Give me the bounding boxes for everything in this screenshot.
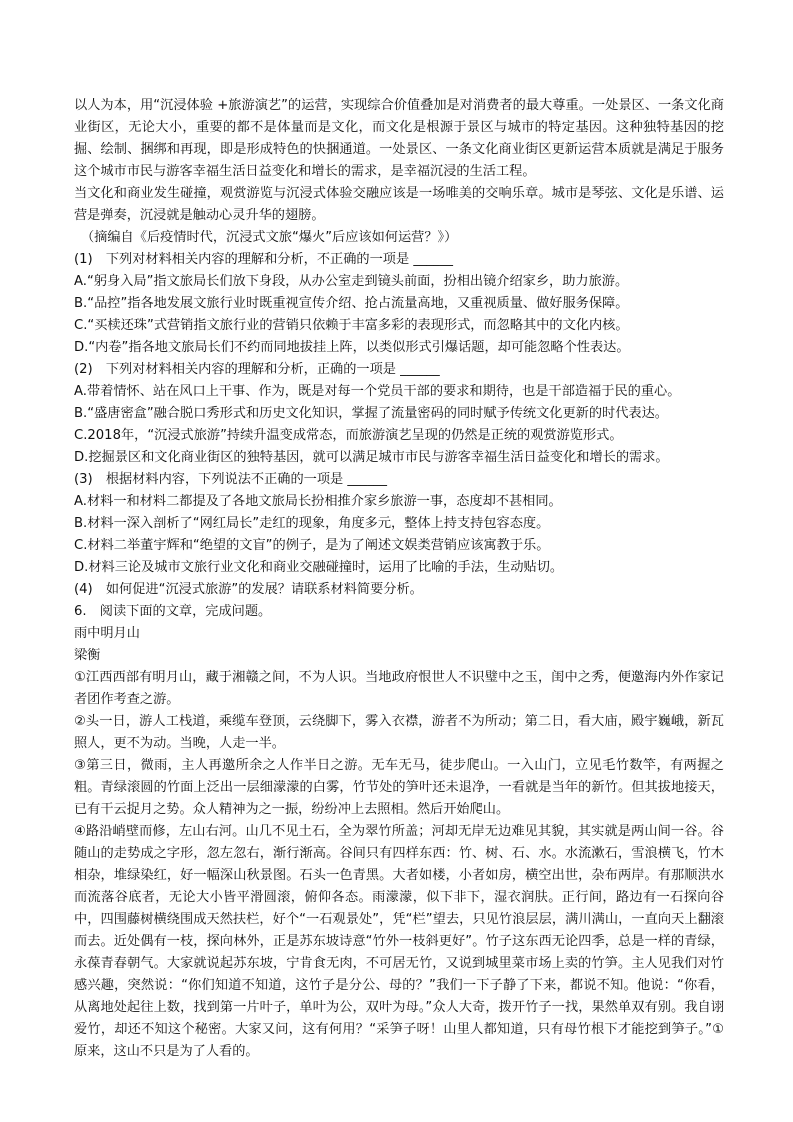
article-paragraph-2: ②头一日，游人工栈道，乘缆车登顶，云绕脚下，雾入衣襟，游者不为所动；第二日，看大庙，殿宇巍峨，新瓦照人，更不为动。当晚，人走一半。	[74, 714, 724, 751]
question-2-stem: (2) 下列对材料相关内容的理解和分析，正确的一项是 ______	[74, 362, 440, 377]
question-3-option-a: A.材料一和材料二都提及了各地文旅局长扮相推介家乡旅游一事，态度却不甚相同。	[74, 494, 562, 509]
question-1-option-a: A.“躬身入局”指文旅局长们放下身段，从办公室走到镜头前面，扮相出镜介绍家乡，助力旅游。	[74, 274, 629, 289]
section-6-instruction: 6. 阅读下面的文章，完成问题。	[74, 604, 272, 619]
question-2-option-c: C.2018年，“沉浸式旅游”持续升温变成常态，而旅游演艺呈现的仍然是正统的观赏游览形式。	[74, 428, 623, 443]
question-2-option-d: D.挖掘景区和文化商业街区的独特基因，就可以满足城市市民与游客幸福生活日益变化和增长的需求。	[74, 450, 669, 465]
article-title: 雨中明月山	[74, 626, 140, 641]
article-paragraph-3: ③第三日，微雨，主人再邀所余之人作半日之游。无车无马，徒步爬山。一入山门，立见毛竹数竿，有两握之粗。青绿滚圆的竹面上泛出一层细濛濛的白雾，竹节处的笋叶还未退净，一看就是当年的新竹。但其拔地接天，已有干云捉月之势。众人精神为之一振，纷纷冲上去照相。然后开始爬山。	[74, 758, 724, 817]
question-4-stem: (4) 如何促进“沉浸式旅游”的发展？请联系材料简要分析。	[74, 582, 423, 597]
question-3-option-c: C.材料二举董宇辉和“绝望的文盲”的例子，是为了阐述文娱类营销应该寓教于乐。	[74, 538, 550, 553]
article-author: 梁衡	[74, 648, 101, 663]
paragraph-cultural-value: 以人为本，用“沉浸体验 +旅游演艺”的运营，实现综合价值叠加是对消费者的最大尊重。一处景区、一条文化商业街区，无论大小，重要的都不是体量而是文化，而文化是根源于景区与城市的特定基因。这种独特基因的挖掘、绘制、捆绑和再现，即是形成特色的快捆通道。一处景区、一条文化商业街区更新运营本质就是满足于服务这个城市市民与游客幸福生活日益变化和增长的需求，是幸福沉浸的生活工程。	[74, 98, 724, 179]
question-3-option-d: D.材料三论及城市文旅行业文化和商业交融碰撞时，运用了比喻的手法，生动贴切。	[74, 560, 564, 575]
question-2-option-a: A.带着情怀、站在风口上干事、作为，既是对每一个党员干部的要求和期待，也是干部造福于民的重心。	[74, 384, 681, 399]
question-1-stem: (1) 下列对材料相关内容的理解和分析，不正确的一项是 ______	[74, 252, 453, 267]
question-3-option-b: B.材料一深入剖析了“网红局长”走红的现象，角度多元，整体上持支持包容态度。	[74, 516, 550, 531]
question-1-option-d: D.“内卷”指各地文旅局长们不约而同地拔挂上阵，以类似形式引爆话题，却可能忽略个性表达。	[74, 340, 630, 355]
question-3-stem: (3) 根据材料内容，下列说法不正确的一项是 ______	[74, 472, 387, 487]
paragraph-culture-commerce: 当文化和商业发生碰撞，观赏游览与沉浸式体验交融应该是一场唯美的交响乐章。城市是琴弦、文化是乐谱、运营是弹奏，沉浸就是触动心灵升华的翅膀。	[74, 186, 724, 223]
article-paragraph-4: ④路沿峭壁而修，左山右河。山几不见土石，全为翠竹所盖；河却无岸无边难见其貌，其实就是两山间一谷。谷随山的走势成之字形，忽左忽右，渐行渐高。谷间只有四样东西：竹、树、石、水。水流漱石，雪浪横飞，竹木相杂，堆绿染红，好一幅深山秋景图。石头一色青黑。大者如楼，小者如房，横空出世，杂布两岸。有那顺洪水而流落谷底者，无论大小皆平滑圆滚，俯仰各态。雨濛濛，似下非下，湿衣润肤。正行间，路边有一石探向谷中，四围藤树横绕围成天然扶栏，好个“一石观景处”，凭“栏”望去，只见竹浪层层，满川满山，一直向天上翻滚而去。近处偶有一枝，探向林外，正是苏东坡诗意“竹外一枝斜更好”。竹子这东西无论四季，总是一样的青绿，永葆青春朝气。大家就说起苏东坡，宁肯食无肉，不可居无竹，又说到城里菜市场上卖的竹笋。主人见我们对竹感兴趣，突然说：“你们知道不知道，这竹子是分公、母的？”我们一下子静了下来，都说不知。他说：“你看，从离地处起往上数，找到第一片叶子，单叶为公，双叶为母。”众人大奇，拨开竹子一找，果然单双有别。我自诩爱竹，却还不知这个秘密。大家又问，这有何用？“采笋子呀！山里人都知道，只有母竹根下才能挖到笋子。”① 原来，这山不只是为了人看的。	[74, 824, 738, 1059]
question-1-option-c: C.“买椟还珠”式营销指文旅行业的营销只依赖于丰富多彩的表现形式，而忽略其中的文化内核。	[74, 318, 629, 333]
question-1-option-b: B.“品控”指各地发展文旅行业时既重视宣传介绍、抢占流量高地，又重视质量、做好服务保障。	[74, 296, 629, 311]
article-paragraph-1: ①江西西部有明月山，藏于湘赣之间，不为人识。当地政府恨世人不识璧中之玉，闺中之秀，便邀海内外作家记者团作考查之游。	[74, 670, 724, 707]
question-2-option-b: B.“盛唐密盒”融合脱口秀形式和历史文化知识，掌握了流量密码的同时赋予传统文化更新的时代表达。	[74, 406, 668, 421]
document-body	[74, 95, 738, 1063]
source-citation: （摘编自《后疫情时代，沉浸式文旅“爆火”后应该如何运营？》）	[81, 230, 458, 245]
